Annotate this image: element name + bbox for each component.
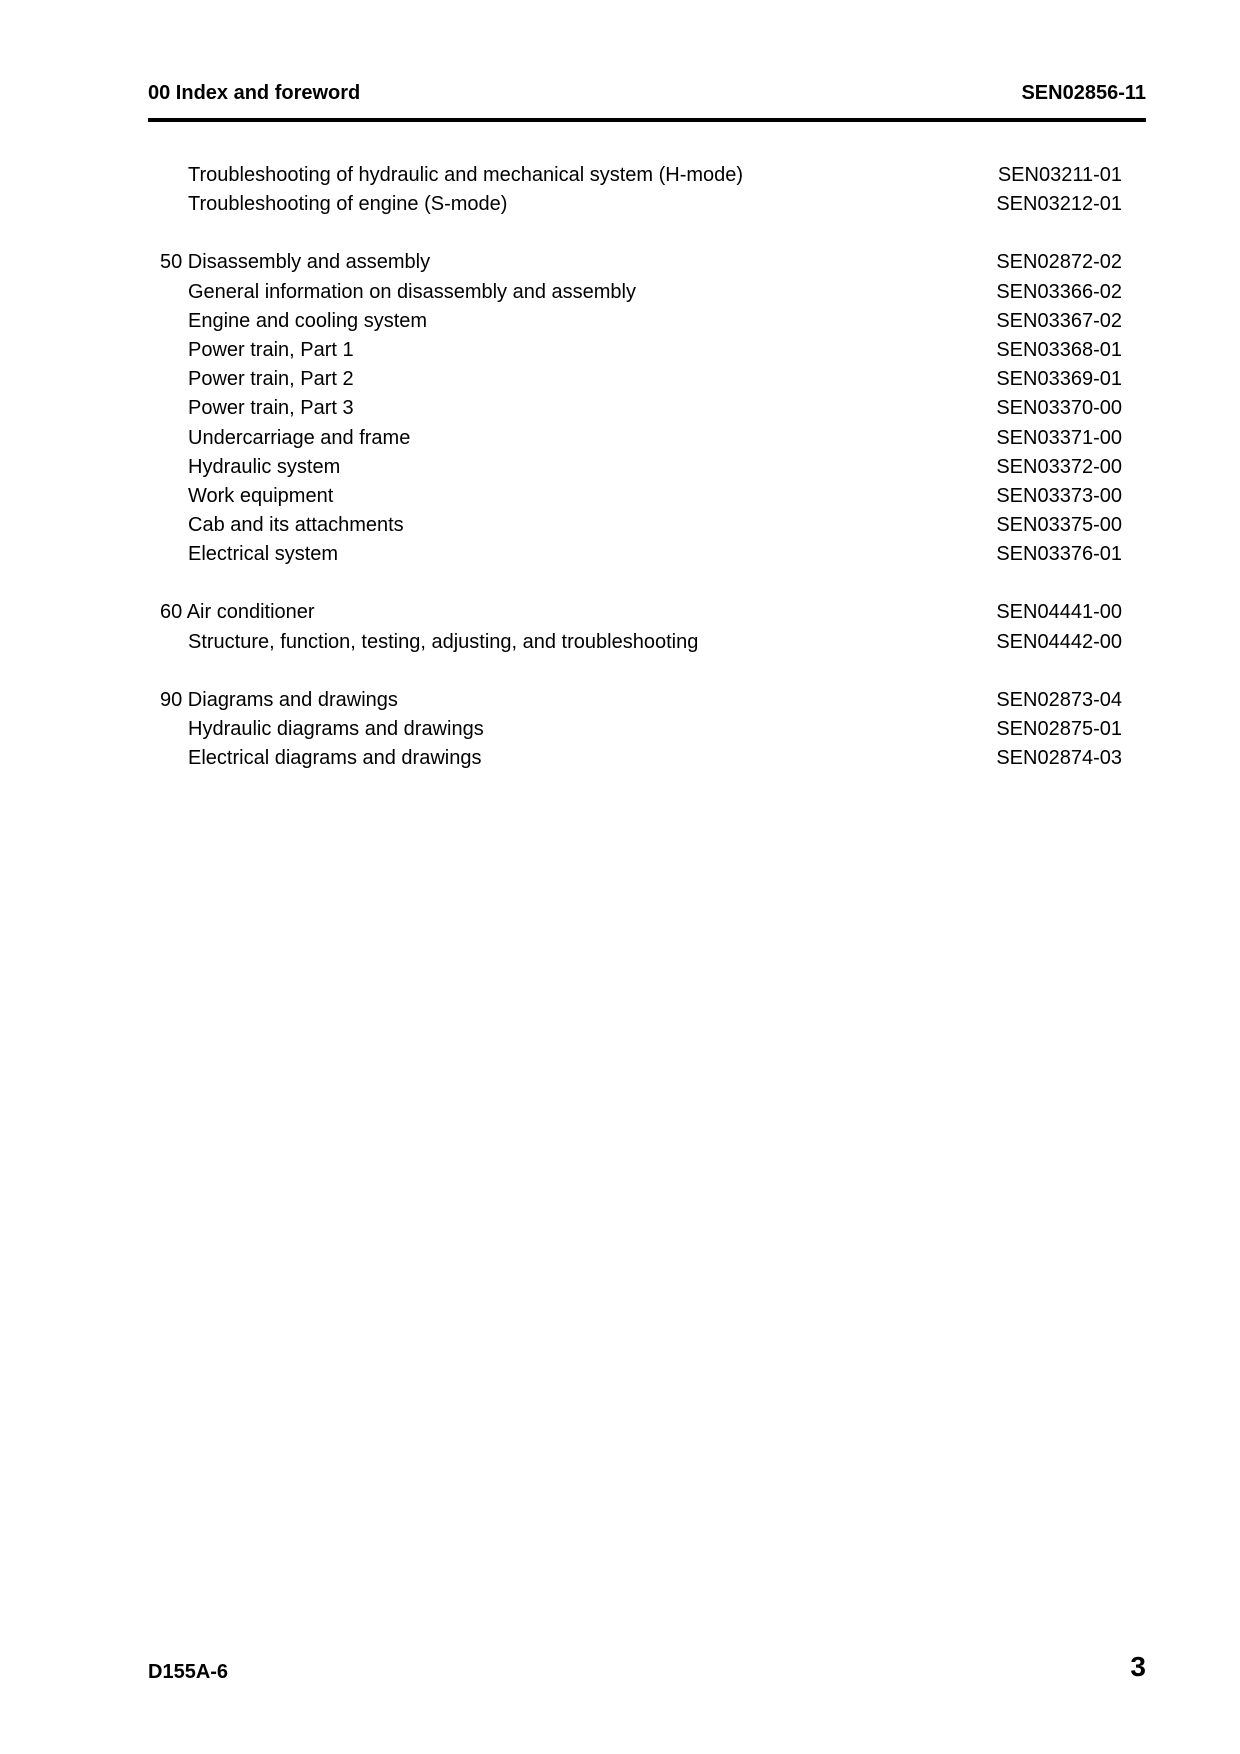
toc-entry bbox=[160, 307, 1122, 336]
toc-entry bbox=[160, 511, 1122, 540]
footer-model: D155A-6 bbox=[148, 1661, 229, 1683]
toc-entry-code: SEN02872-02 bbox=[996, 251, 1122, 274]
toc-entry bbox=[160, 482, 1122, 511]
toc-entry-title: Hydraulic diagrams and drawings bbox=[188, 718, 484, 740]
toc-entry-code: SEN04441-00 bbox=[996, 601, 1122, 624]
toc-entry bbox=[160, 715, 1122, 744]
toc-entry-code: SEN04442-00 bbox=[996, 630, 1122, 653]
toc-entry bbox=[160, 744, 1122, 773]
toc-entry-code: SEN03368-01 bbox=[996, 338, 1122, 361]
toc-entry bbox=[160, 628, 1122, 657]
toc-entry bbox=[160, 394, 1122, 423]
toc-entry-title: Troubleshooting of hydraulic and mechanical system (H-mode) bbox=[188, 164, 744, 186]
toc-section-entry bbox=[160, 248, 1122, 277]
toc-entry-title: Cab and its attachments bbox=[188, 514, 404, 537]
toc-entry-code: SEN03372-00 bbox=[996, 455, 1122, 478]
toc-entry bbox=[160, 161, 1122, 190]
toc-section-entry bbox=[160, 686, 1122, 715]
toc-section-entry bbox=[160, 598, 1122, 627]
toc-entry-code: SEN02874-03 bbox=[996, 747, 1122, 770]
toc-entry-title: Undercarriage and frame bbox=[188, 426, 411, 449]
toc-entry-title: Work equipment bbox=[188, 484, 334, 507]
toc-entry-title: Power train, Part 2 bbox=[188, 368, 354, 391]
toc-entry-title: General information on disassembly and assembly bbox=[188, 280, 636, 303]
toc-entry-code: SEN03211-01 bbox=[997, 164, 1122, 186]
toc-entry-title: Electrical diagrams and drawings bbox=[188, 747, 482, 770]
toc-entry bbox=[160, 453, 1122, 482]
toc-group bbox=[160, 686, 1122, 774]
toc-entry-title: 50 Disassembly and assembly bbox=[160, 251, 431, 274]
header-document-code: SEN02856-11 bbox=[1021, 82, 1146, 104]
table-of-contents bbox=[160, 161, 1122, 802]
toc-entry-title: Power train, Part 3 bbox=[188, 397, 354, 420]
toc-group bbox=[160, 161, 1122, 219]
toc-entry-title: 60 Air conditioner bbox=[160, 601, 315, 624]
toc-entry-code: SEN02875-01 bbox=[996, 718, 1122, 740]
toc-group bbox=[160, 248, 1122, 569]
toc-entry-code: SEN02873-04 bbox=[996, 688, 1122, 711]
toc-entry bbox=[160, 424, 1122, 453]
toc-entry-title: 90 Diagrams and drawings bbox=[160, 688, 398, 711]
toc-entry-code: SEN03376-01 bbox=[996, 543, 1122, 566]
header-section-title: 00 Index and foreword bbox=[148, 82, 361, 104]
toc-entry bbox=[160, 540, 1122, 569]
toc-entry-code: SEN03367-02 bbox=[996, 309, 1122, 332]
toc-entry-title: Structure, function, testing, adjusting, and troubleshooting bbox=[188, 630, 699, 653]
toc-entry bbox=[160, 336, 1122, 365]
toc-entry-code: SEN03369-01 bbox=[996, 368, 1122, 391]
toc-entry-code: SEN03370-00 bbox=[996, 397, 1122, 420]
toc-entry-code: SEN03371-00 bbox=[996, 426, 1122, 449]
toc-entry-code: SEN03375-00 bbox=[996, 514, 1122, 537]
toc-entry bbox=[160, 190, 1122, 219]
toc-entry bbox=[160, 278, 1122, 307]
toc-entry-title: Power train, Part 1 bbox=[188, 338, 354, 361]
toc-entry-title: Troubleshooting of engine (S-mode) bbox=[188, 193, 508, 216]
toc-entry bbox=[160, 365, 1122, 394]
toc-entry-code: SEN03212-01 bbox=[996, 193, 1122, 216]
toc-entry-code: SEN03373-00 bbox=[996, 484, 1122, 507]
toc-entry-title: Hydraulic system bbox=[188, 455, 341, 478]
footer-page-number: 3 bbox=[1130, 1651, 1146, 1682]
toc-entry-title: Electrical system bbox=[188, 543, 339, 566]
toc-entry-code: SEN03366-02 bbox=[996, 280, 1122, 303]
page-header bbox=[148, 82, 1146, 122]
toc-group bbox=[160, 598, 1122, 656]
toc-entry-title: Engine and cooling system bbox=[188, 309, 428, 332]
